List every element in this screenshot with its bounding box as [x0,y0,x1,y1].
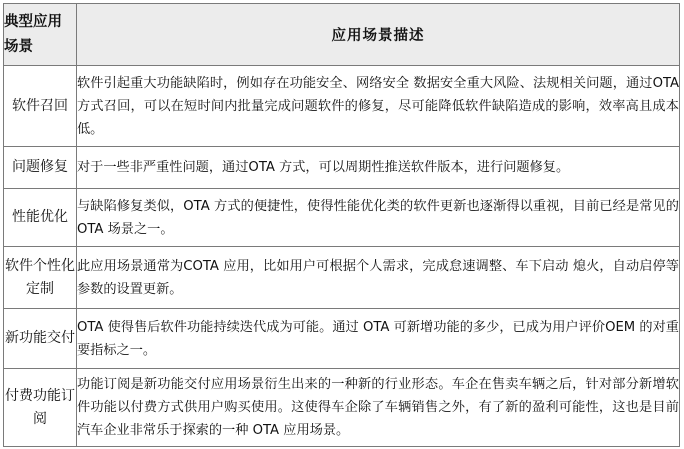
header-typical-scenario: 典型应用场景 [4,4,77,66]
scenario-description-cell: 对于一些非严重性问题，通过OTA 方式，可以周期性推送软件版本，进行问题修复。 [77,147,680,189]
header-scenario-description: 应用场景描述 [77,4,680,66]
scenario-type-cell: 问题修复 [4,147,77,189]
scenario-description-cell: 此应用场景通常为COTA 应用，比如用户可根据个人需求，完成怠速调整、车下启动 熄火，自动启停等参数的设置更新。 [77,247,680,309]
scenario-description-cell: 功能订阅是新功能交付应用场景衍生出来的一种新的行业形态。车企在售卖车辆之后，针对部分新增软件功能以付费方式供用户购买使用。这使得车企除了车辆销售之外，有了新的盈利可能性，这也是目前汽车企业非常乐于探索的一种 OTA 应用场景。 [77,369,680,447]
ota-scenario-table [3,3,680,447]
scenario-description-cell: 与缺陷修复类似，OTA 方式的便捷性，使得性能优化类的软件更新也逐渐得以重视，目前已经是常见的OTA 场景之一。 [77,189,680,247]
scenario-type-cell: 软件个性化定制 [4,247,77,309]
scenario-type-cell: 付费功能订阅 [4,369,77,447]
scenario-description-cell: OTA 使得售后软件功能持续迭代成为可能。通过 OTA 可新增功能的多少，已成为用户评价OEM 的对重要指标之一。 [77,309,680,369]
scenario-type-cell: 新功能交付 [4,309,77,369]
table-row [4,66,680,147]
scenario-description-cell: 软件引起重大功能缺陷时，例如存在功能安全、网络安全 数据安全重大风险、法规相关问题，通过OTA 方式召回，可以在短时间内批量完成问题软件的修复，尽可能降低软件缺陷造成的影响，效率高且成本低。 [77,66,680,147]
table-row [4,369,680,447]
table-row [4,189,680,247]
table-row [4,147,680,189]
table-row [4,309,680,369]
table-row [4,247,680,309]
scenario-type-cell: 软件召回 [4,66,77,147]
scenario-type-cell: 性能优化 [4,189,77,247]
table-header-row [4,4,680,66]
